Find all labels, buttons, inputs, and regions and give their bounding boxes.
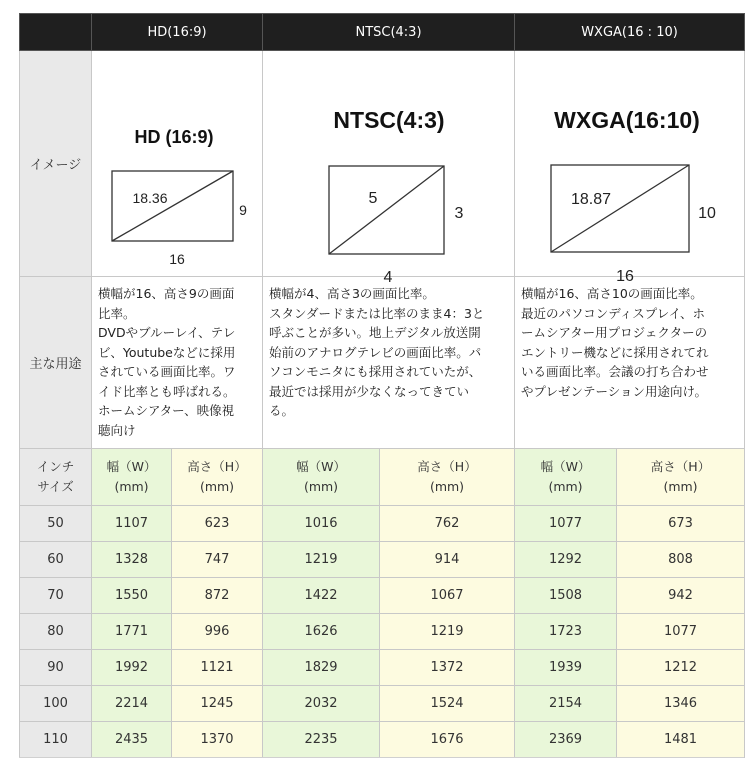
ntsc-width-cell: 1016: [263, 506, 380, 542]
wxga-usage-line: やプレゼンテーション用途向け。: [521, 383, 708, 399]
header-corner: [20, 14, 92, 51]
wxga-width-cell: 1939: [515, 650, 617, 686]
hd-ratio-diagram: [92, 51, 263, 276]
hd-width-cell: 1328: [92, 542, 172, 578]
ntsc-usage-text: [263, 277, 515, 449]
hd-height-label: 9: [239, 202, 247, 218]
image-row: [20, 51, 745, 277]
table-row: [20, 614, 745, 650]
inch-cell: 90: [20, 650, 92, 686]
screen-size-table: [19, 13, 745, 758]
table-row: [20, 722, 745, 758]
size-header-row: [20, 449, 745, 506]
ntsc-width-cell: 1626: [263, 614, 380, 650]
wxga-diagram-cell: [515, 51, 745, 285]
ntsc-height-label: 3: [454, 205, 464, 222]
wxga-usage-text: [515, 277, 745, 449]
ntsc-width-label: 4: [383, 269, 393, 286]
header-hd: HD(16:9): [92, 14, 263, 51]
wxga-height-cell: 1481: [617, 722, 745, 758]
wxga-height-cell: 673: [617, 506, 745, 542]
wxga-diagram-title: WXGA(16:10): [554, 107, 700, 133]
wxga-height-cell: 1212: [617, 650, 745, 686]
inch-size-label: インチ サイズ: [20, 449, 92, 506]
wxga-width-header: 幅（W） (mm): [515, 449, 617, 506]
wxga-usage-line: 横幅が16、高さ10の画面比率。: [521, 286, 703, 301]
hd-height-cell: 1245: [172, 686, 263, 722]
hd-usage-line: ビ、Youtubeなどに採用: [98, 344, 236, 360]
hd-diagonal-label: 18.36: [132, 190, 168, 206]
hd-width-cell: 1550: [92, 578, 172, 614]
inch-cell: 80: [20, 614, 92, 650]
hd-width-cell: 1107: [92, 506, 172, 542]
ntsc-width-cell: 2235: [263, 722, 380, 758]
ntsc-usage-line: 最近では採用が少なくなってきてい: [269, 383, 470, 399]
table-row: [20, 578, 745, 614]
inch-cell: 110: [20, 722, 92, 758]
hd-diagram-title: HD (16:9): [134, 127, 214, 147]
wxga-width-label: 16: [616, 268, 634, 285]
wxga-width-cell: 1723: [515, 614, 617, 650]
ntsc-height-cell: 1524: [380, 686, 515, 722]
ntsc-height-cell: 1067: [380, 578, 515, 614]
wxga-height-cell: 1346: [617, 686, 745, 722]
ntsc-usage-line: 始前のアナログテレビの画面比率。パ: [269, 344, 482, 360]
hd-usage-line: DVDやブルーレイ、テレ: [98, 325, 236, 340]
table-row: [20, 650, 745, 686]
wxga-height-cell: 808: [617, 542, 745, 578]
usage-row: [20, 277, 745, 449]
hd-usage-line: 比率。: [98, 305, 136, 321]
ntsc-height-header: 高さ（H） (mm): [380, 449, 515, 506]
usage-row-label: 主な用途: [20, 277, 92, 449]
wxga-diagonal-label: 18.87: [570, 191, 612, 208]
ntsc-width-cell: 1422: [263, 578, 380, 614]
wxga-height-cell: 1077: [617, 614, 745, 650]
hd-height-cell: 872: [172, 578, 263, 614]
inch-cell: 70: [20, 578, 92, 614]
hd-usage-line: 横幅が16、高さ9の画面: [98, 286, 235, 301]
hd-width-cell: 2214: [92, 686, 172, 722]
wxga-width-cell: 2154: [515, 686, 617, 722]
table-row: [20, 542, 745, 578]
wxga-usage-line: ームシアター用プロジェクターの: [521, 325, 708, 340]
hd-height-header: 高さ（H） (mm): [172, 449, 263, 506]
image-row-label: イメージ: [20, 51, 92, 277]
inch-cell: 60: [20, 542, 92, 578]
hd-width-cell: 1771: [92, 614, 172, 650]
ntsc-ratio-diagram: [263, 51, 515, 286]
hd-usage-line: ホームシアター、映像視: [98, 403, 235, 418]
ntsc-width-cell: 1219: [263, 542, 380, 578]
hd-width-cell: 2435: [92, 722, 172, 758]
wxga-usage-line: いる画面比率。会議の打ち合わせ: [521, 364, 709, 379]
hd-width-cell: 1992: [92, 650, 172, 686]
hd-width-header: 幅（W） (mm): [92, 449, 172, 506]
hd-height-cell: 747: [172, 542, 263, 578]
ntsc-width-cell: 1829: [263, 650, 380, 686]
ntsc-diagram-title: NTSC(4:3): [333, 107, 445, 133]
inch-cell: 50: [20, 506, 92, 542]
ntsc-height-cell: 1676: [380, 722, 515, 758]
header-wxga: WXGA(16 : 10): [515, 14, 745, 51]
wxga-height-header: 高さ（H） (mm): [617, 449, 745, 506]
ntsc-width-cell: 2032: [263, 686, 380, 722]
hd-diagram-cell: [92, 51, 263, 277]
hd-usage-line: されている画面比率。ワ: [98, 364, 236, 379]
hd-usage-line: 聴向け: [98, 422, 136, 438]
ntsc-usage-line: る。: [269, 403, 295, 418]
ntsc-diagram-cell: [263, 51, 515, 286]
ntsc-height-cell: 762: [380, 506, 515, 542]
wxga-width-cell: 2369: [515, 722, 617, 758]
hd-usage-text: [92, 277, 263, 449]
ntsc-usage-line: ソコンモニタにも採用されていたが、: [269, 364, 482, 379]
ntsc-width-header: 幅（W） (mm): [263, 449, 380, 506]
table-row: [20, 506, 745, 542]
bottom-divider: [19, 757, 744, 758]
hd-usage-line: イド比率とも呼ばれる。: [98, 383, 236, 399]
hd-width-label: 16: [169, 251, 185, 267]
header-row: [20, 14, 745, 51]
ntsc-height-cell: 1219: [380, 614, 515, 650]
wxga-width-cell: 1508: [515, 578, 617, 614]
wxga-width-cell: 1077: [515, 506, 617, 542]
header-ntsc: NTSC(4:3): [263, 14, 515, 51]
hd-height-cell: 1370: [172, 722, 263, 758]
table-row: [20, 686, 745, 722]
wxga-ratio-diagram: [515, 51, 745, 285]
wxga-usage-line: エントリー機などに採用されてれ: [521, 344, 709, 360]
ntsc-height-cell: 1372: [380, 650, 515, 686]
wxga-height-cell: 942: [617, 578, 745, 614]
wxga-usage-line: 最近のパソコンディスプレイ、ホ: [521, 305, 706, 321]
wxga-width-cell: 1292: [515, 542, 617, 578]
ntsc-usage-line: スタンダードまたは比率のまま4：3と: [269, 305, 485, 321]
ntsc-usage-line: 呼ぶことが多い。地上デジタル放送開: [269, 325, 481, 340]
hd-height-cell: 996: [172, 614, 263, 650]
ntsc-height-cell: 914: [380, 542, 515, 578]
ntsc-usage-line: 横幅が4、高さ3の画面比率。: [269, 286, 435, 301]
ntsc-diagonal-label: 5: [368, 190, 378, 207]
wxga-height-label: 10: [698, 205, 716, 222]
inch-cell: 100: [20, 686, 92, 722]
hd-height-cell: 1121: [172, 650, 263, 686]
hd-height-cell: 623: [172, 506, 263, 542]
